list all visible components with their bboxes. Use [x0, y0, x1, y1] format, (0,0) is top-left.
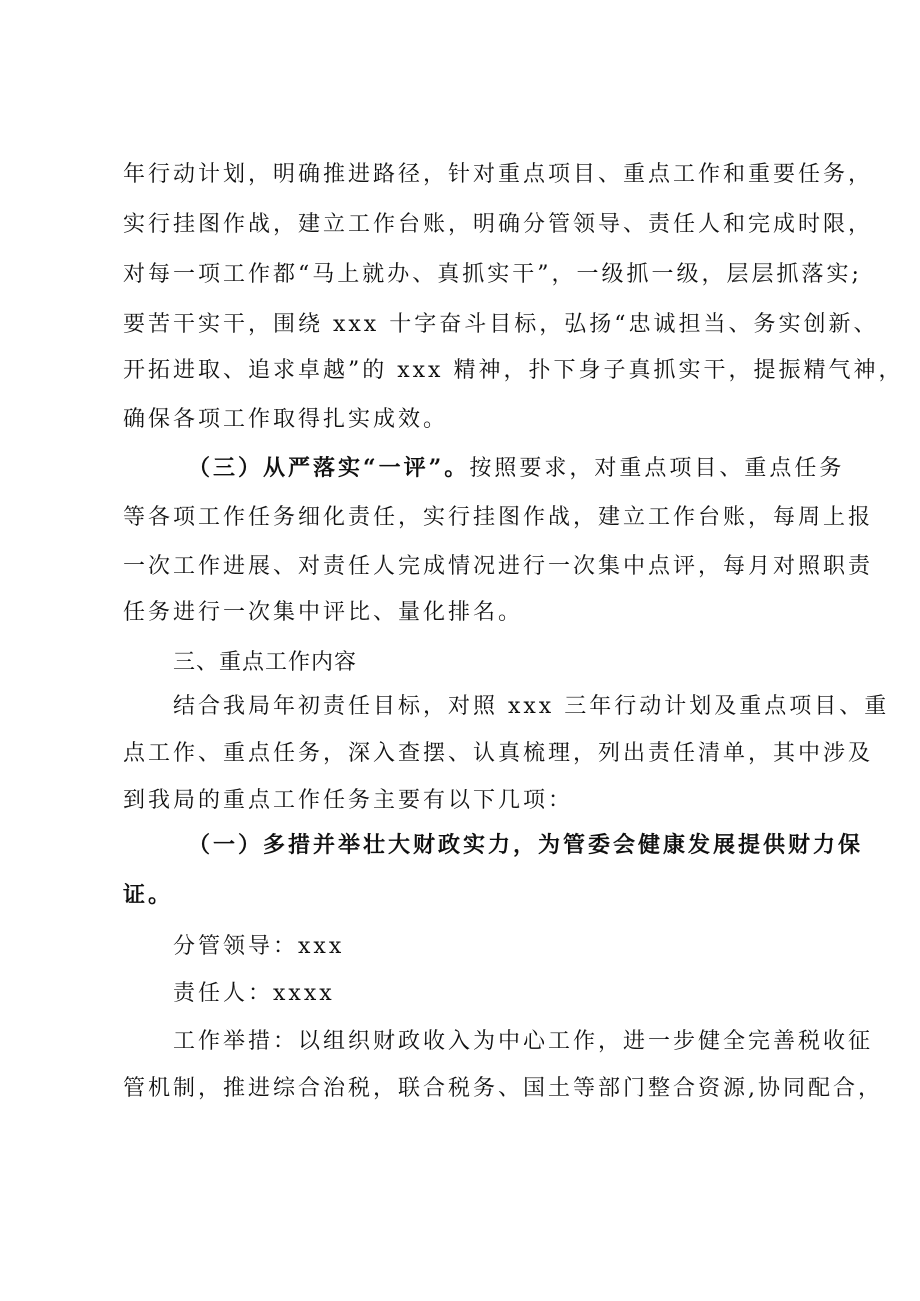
paragraph-line: 要苦干实干，围绕 xxx 十字奋斗目标，弘扬“忠诚担当、务实创新、: [123, 312, 879, 337]
item-1-heading-line: 证。: [123, 882, 174, 908]
section-3-first-line: [188, 453, 844, 484]
responsible-label: 责任人：xxxx: [173, 981, 335, 1006]
paragraph-line: 开拓进取、追求卓越”的 xxx 精神，扑下身子真抓实干，提振精气神，: [123, 358, 904, 383]
supervisor-label: 分管领导：xxx: [173, 934, 345, 959]
paragraph-line: 等各项工作任务细化责任，实行挂图作战，建立工作台账，每周上报: [123, 505, 874, 530]
paragraph-line: 工作举措：以组织财政收入为中心工作，进一步健全完善税收征: [173, 1029, 874, 1054]
section-3-heading: （三）从严落实“一评”。: [188, 455, 470, 481]
paragraph-line: 任务进行一次集中评比、量化排名。: [123, 600, 524, 625]
paragraph-line: 结合我局年初责任目标，对照 xxx 三年行动计划及重点项目、重: [173, 694, 890, 719]
paragraph-line: 确保各项工作取得扎实成效。: [123, 407, 449, 432]
paragraph-line: 点工作、重点任务，深入查摆、认真梳理，列出责任清单，其中涉及: [123, 741, 874, 766]
paragraph-line: 到我局的重点工作任务主要有以下几项：: [123, 788, 574, 813]
item-1-heading-line: （一）多措并举壮大财政实力，为管委会健康发展提供财力保: [188, 832, 864, 858]
part-3-title: 三、重点工作内容: [173, 650, 358, 675]
paragraph-line: 年行动计划，明确推进路径，针对重点项目、重点工作和重要任务，: [123, 162, 874, 187]
paragraph-line: 对每一项工作都“马上就办、真抓实干”，一级抓一级，层层抓落实;: [123, 262, 862, 287]
paragraph-line: 一次工作进展、对责任人完成情况进行一次集中点评，每月对照职责: [123, 554, 874, 579]
paragraph-line: 实行挂图作战，建立工作台账，明确分管领导、责任人和完成时限，: [123, 212, 874, 237]
paragraph-line: 管机制，推进综合治税，联合税务、国土等部门整合资源,协同配合，: [123, 1076, 883, 1101]
section-3-first-line-text: 按照要求，对重点项目、重点任务: [469, 456, 845, 481]
